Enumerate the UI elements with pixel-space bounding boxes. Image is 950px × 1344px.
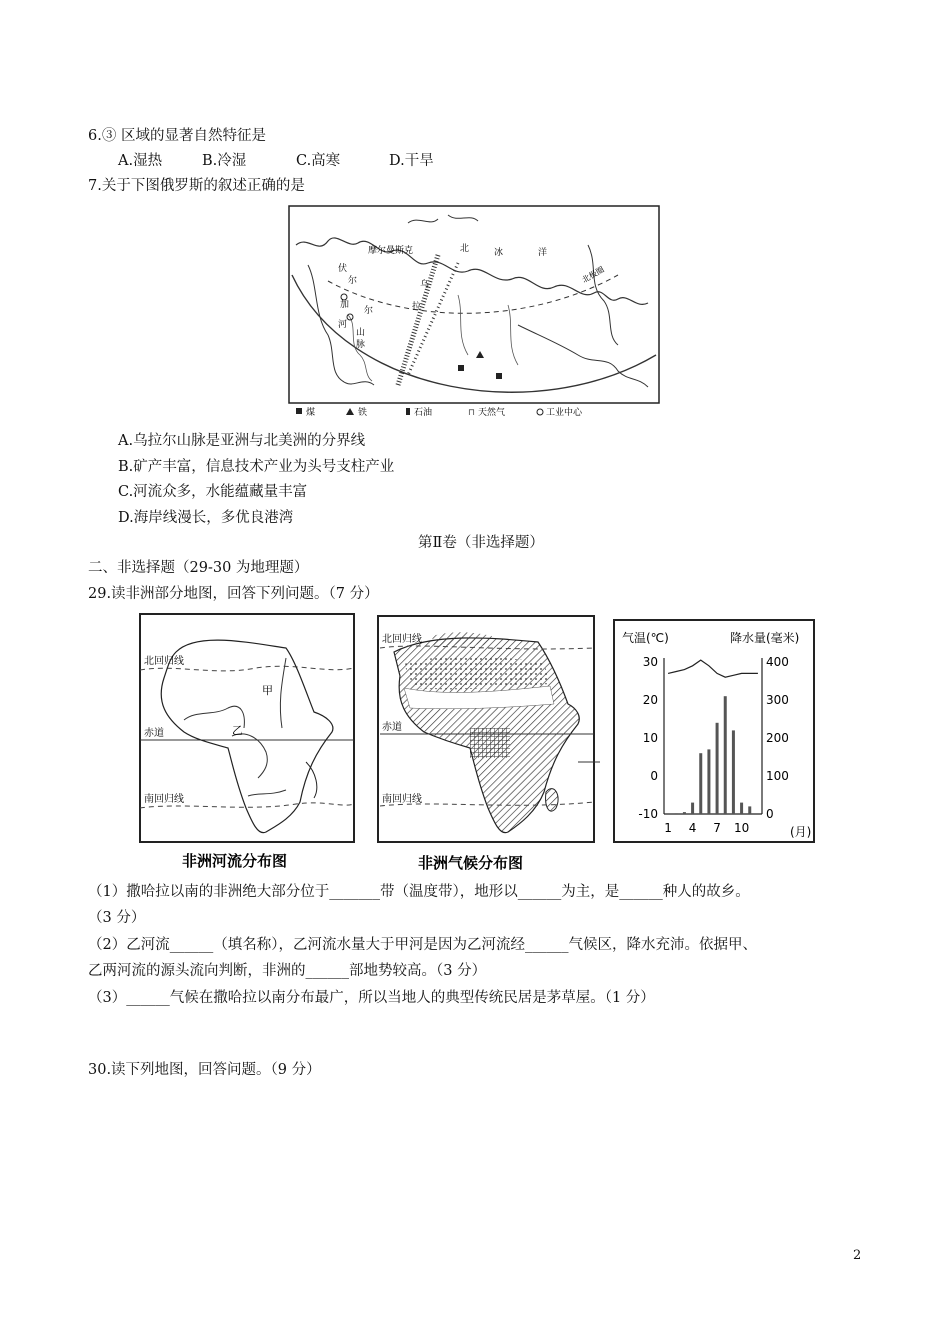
map-label-bei: 北 <box>460 244 470 254</box>
map-label-shan: 山 <box>356 328 366 338</box>
q6-option-b: B.冷湿 <box>202 153 247 169</box>
map-label-bing: 冰 <box>494 248 504 258</box>
q6-option-d: D.干旱 <box>389 153 434 169</box>
chart-right-tick: 200 <box>766 731 789 745</box>
map-label-mai: 脉 <box>356 340 366 350</box>
q7-stem: 7.关于下图俄罗斯的叙述正确的是 <box>88 178 305 194</box>
river-map-caption: 非洲河流分布图 <box>182 852 288 870</box>
river-map-equator: 赤道 <box>144 728 164 739</box>
map-label-jia: 加 <box>340 300 350 310</box>
map-label-wu: 乌 <box>420 280 430 290</box>
q29-sub1-score: （3 分） <box>88 910 146 926</box>
chart-x-tick: 4 <box>688 821 697 835</box>
climate-map-equator: 赤道 <box>382 722 402 733</box>
map-label-yang: 洋 <box>538 248 548 258</box>
legend-gas: 天然气 <box>478 408 506 418</box>
q29-sub2: （2）乙河流______（填名称），乙河流水量大于甲河是因为乙河流经______气候区，降水充沛。依据甲、 <box>88 937 757 953</box>
chart-x-label: (月) <box>790 825 812 839</box>
precip-bar <box>732 730 735 814</box>
q7-option-d: D.海岸线漫长，多优良港湾 <box>118 510 294 526</box>
q6-option-a: A.湿热 <box>118 153 163 169</box>
legend-gas-mark: ⊓ <box>468 408 476 418</box>
africa-river-map <box>136 612 358 874</box>
precip-bar <box>707 749 710 814</box>
precip-bar <box>740 803 743 814</box>
chart-left-tick: 10 <box>642 731 658 745</box>
map-label-la: 拉 <box>412 302 422 312</box>
legend-iron: 铁 <box>358 408 368 418</box>
map-label-fu: 伏 <box>338 264 348 274</box>
legend-coal: 煤 <box>306 408 316 418</box>
river-map-tropic-s: 南回归线 <box>144 794 184 805</box>
chart-left-tick: 20 <box>642 693 658 707</box>
africa-climate-map <box>374 612 600 874</box>
chart-right-tick: 300 <box>766 693 789 707</box>
map-label-murmansk: 摩尔曼斯克 <box>368 246 414 256</box>
q30-stem: 30.读下列地图，回答问题。（9 分） <box>88 1062 321 1078</box>
q7-option-a: A.乌拉尔山脉是亚洲与北美洲的分界线 <box>118 433 366 449</box>
q7-option-b: B.矿产丰富，信息技术产业为头号支柱产业 <box>118 459 395 475</box>
chart-right-axis-label: 降水量(毫米) <box>730 631 800 645</box>
q29-sub3: （3）______气候在撒哈拉以南分布最广，所以当地人的典型传统民居是茅草屋。（1 分） <box>88 990 655 1006</box>
climate-map-caption: 非洲气候分布图 <box>418 854 524 872</box>
chart-x-tick: 7 <box>713 821 721 835</box>
chart-right-tick: 400 <box>766 655 789 669</box>
russia-map <box>288 205 660 420</box>
q29-sub1: （1）撒哈拉以南的非洲绝大部分位于_______带（温度带），地形以______为主，是______种人的故乡。 <box>88 884 750 900</box>
part-title: 二、非选择题（29-30 为地理题） <box>88 560 309 576</box>
q6-stem: 6.③ 区域的显著自然特征是 <box>88 128 266 144</box>
chart-left-tick: -10 <box>638 807 658 821</box>
chart-left-axis-label: 气温(℃) <box>622 631 669 645</box>
map-label-arctic-circle: 北极圈 <box>580 264 606 285</box>
legend-oil: 石油 <box>414 408 433 418</box>
river-map-jia: 甲 <box>262 684 273 697</box>
climate-map-tropic-n: 北回归线 <box>382 634 422 645</box>
section-title: 第Ⅱ卷（非选择题） <box>418 535 544 551</box>
precip-bar <box>748 806 751 814</box>
precip-bar <box>675 813 678 814</box>
chart-right-tick: 100 <box>766 769 789 783</box>
map-label-er2: 尔 <box>364 306 374 316</box>
chart-right-tick: 0 <box>766 807 774 821</box>
climate-map-tropic-s: 南回归线 <box>382 794 422 805</box>
chart-left-tick: 30 <box>642 655 658 669</box>
legend-industry: 工业中心 <box>546 408 583 418</box>
chart-left-tick: 0 <box>650 769 658 783</box>
river-map-yi: 乙 <box>232 724 243 737</box>
precip-bar <box>683 812 686 814</box>
precip-bar <box>691 803 694 814</box>
precip-bar <box>716 723 719 814</box>
q6-option-c: C.高寒 <box>296 153 341 169</box>
precip-bar <box>724 696 727 814</box>
chart-x-tick: 1 <box>664 821 672 835</box>
climate-chart <box>612 618 816 846</box>
q7-option-c: C.河流众多，水能蕴藏量丰富 <box>118 484 308 500</box>
q29-stem: 29.读非洲部分地图，回答下列问题。（7 分） <box>88 586 379 602</box>
q29-sub2-cont: 乙两河流的源头流向判断，非洲的______部地势较高。（3 分） <box>88 963 487 979</box>
page-number: 2 <box>853 1248 862 1263</box>
map-label-er1: 尔 <box>348 276 358 286</box>
chart-x-tick: 10 <box>733 821 750 835</box>
map-label-he: 河 <box>338 320 348 330</box>
precip-bar <box>699 753 702 814</box>
river-map-tropic-n: 北回归线 <box>144 656 184 667</box>
